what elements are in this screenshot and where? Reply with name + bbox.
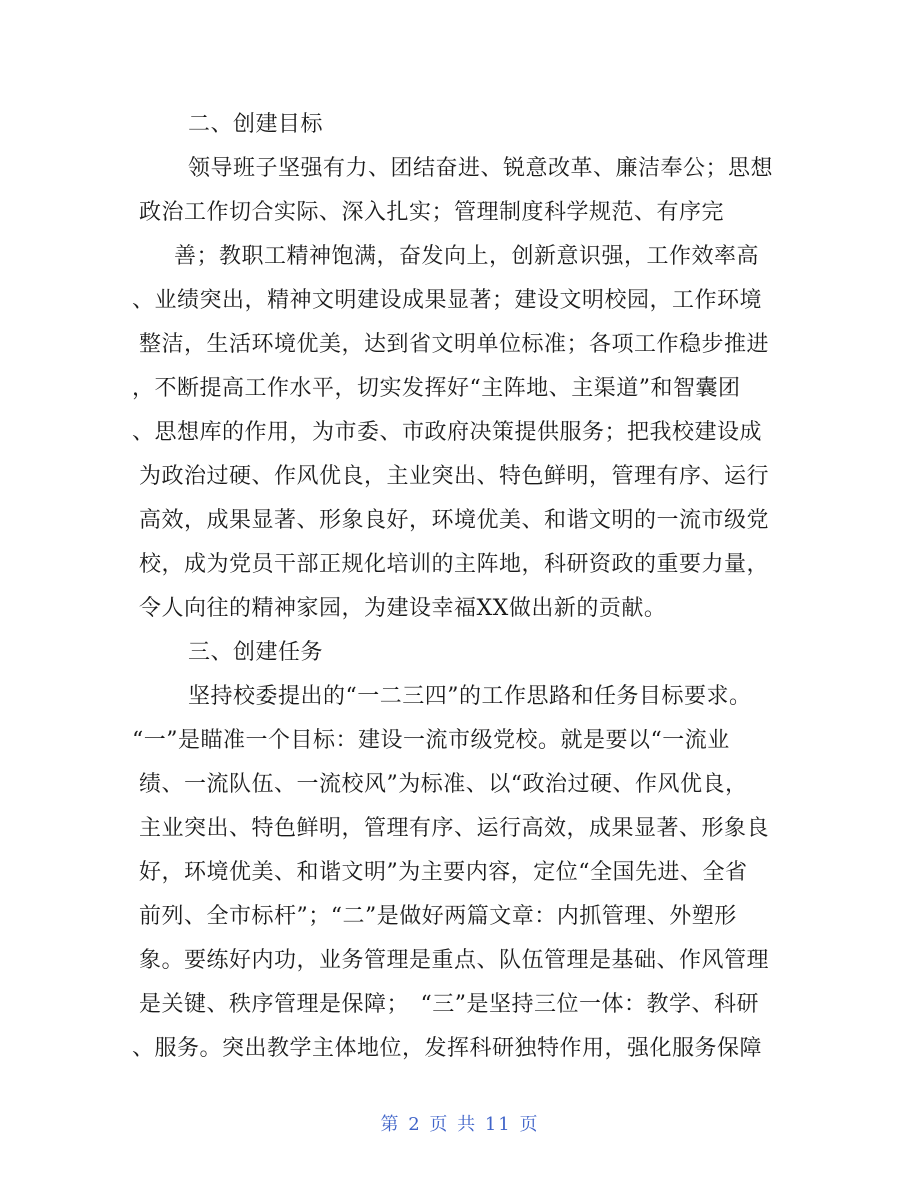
paragraph-line: 为政治过硬、作风优良，主业突出、特色鲜明，管理有序、运行 <box>139 464 770 489</box>
paragraph-line: 校，成为党员干部正规化培训的主阵地，科研资政的重要力量， <box>139 552 770 577</box>
paragraph-line: ，不断提高工作水平，切实发挥好“主阵地、主渠道”和智囊团 <box>132 376 741 401</box>
paragraph-line: 、思想库的作用，为市委、市政府决策提供服务；把我校建设成 <box>132 420 763 445</box>
paragraph-line: 主业突出、特色鲜明，管理有序、运行高效，成果显著、形象良 <box>139 816 770 841</box>
paragraph-line: 善；教职工精神饱满，奋发向上，创新意识强，工作效率高 <box>174 244 760 269</box>
paragraph-line: 政治工作切合实际、深入扎实；管理制度科学规范、有序完 <box>139 200 725 225</box>
paragraph-line: 象。要练好内功，业务管理是重点、队伍管理是基础、作风管理 <box>139 948 770 973</box>
paragraph-line: 领导班子坚强有力、团结奋进、锐意改革、廉洁奉公；思想 <box>188 156 774 181</box>
paragraph-line: 整洁，生活环境优美，达到省文明单位标准；各项工作稳步推进 <box>139 332 770 357</box>
section-heading-goals: 二、创建目标 <box>188 112 324 137</box>
paragraph-line: 好，环境优美、和谐文明”为主要内容，定位“全国先进、全省 <box>139 860 748 885</box>
paragraph-line: 前列、全市标杆”；“二”是做好两篇文章：内抓管理、外塑形 <box>139 904 737 929</box>
paragraph-line: 、服务。突出教学主体地位，发挥科研独特作用，强化服务保障 <box>132 1036 763 1061</box>
paragraph-line: 是关键、秩序管理是保障； “三”是坚持三位一体：教学、科研 <box>139 992 759 1017</box>
paragraph-line: 、业绩突出，精神文明建设成果显著；建设文明校园，工作环境 <box>132 288 763 313</box>
page-indicator: 第 2 页 共 11 页 <box>380 1114 540 1135</box>
paragraph-line: 坚持校委提出的“一二三四”的工作思路和任务目标要求。 <box>188 684 752 709</box>
paragraph-line: 高效，成果显著、形象良好，环境优美、和谐文明的一流市级党 <box>139 508 770 533</box>
paragraph-line: “一”是瞄准一个目标：建设一流市级党校。就是要以“一流业 <box>132 728 730 753</box>
section-heading-tasks: 三、创建任务 <box>188 640 324 665</box>
paragraph-line: 令人向往的精神家园，为建设幸福XX做出新的贡献。 <box>139 596 667 621</box>
paragraph-line: 绩、一流队伍、一流校风”为标准、以“政治过硬、作风优良， <box>139 772 748 797</box>
